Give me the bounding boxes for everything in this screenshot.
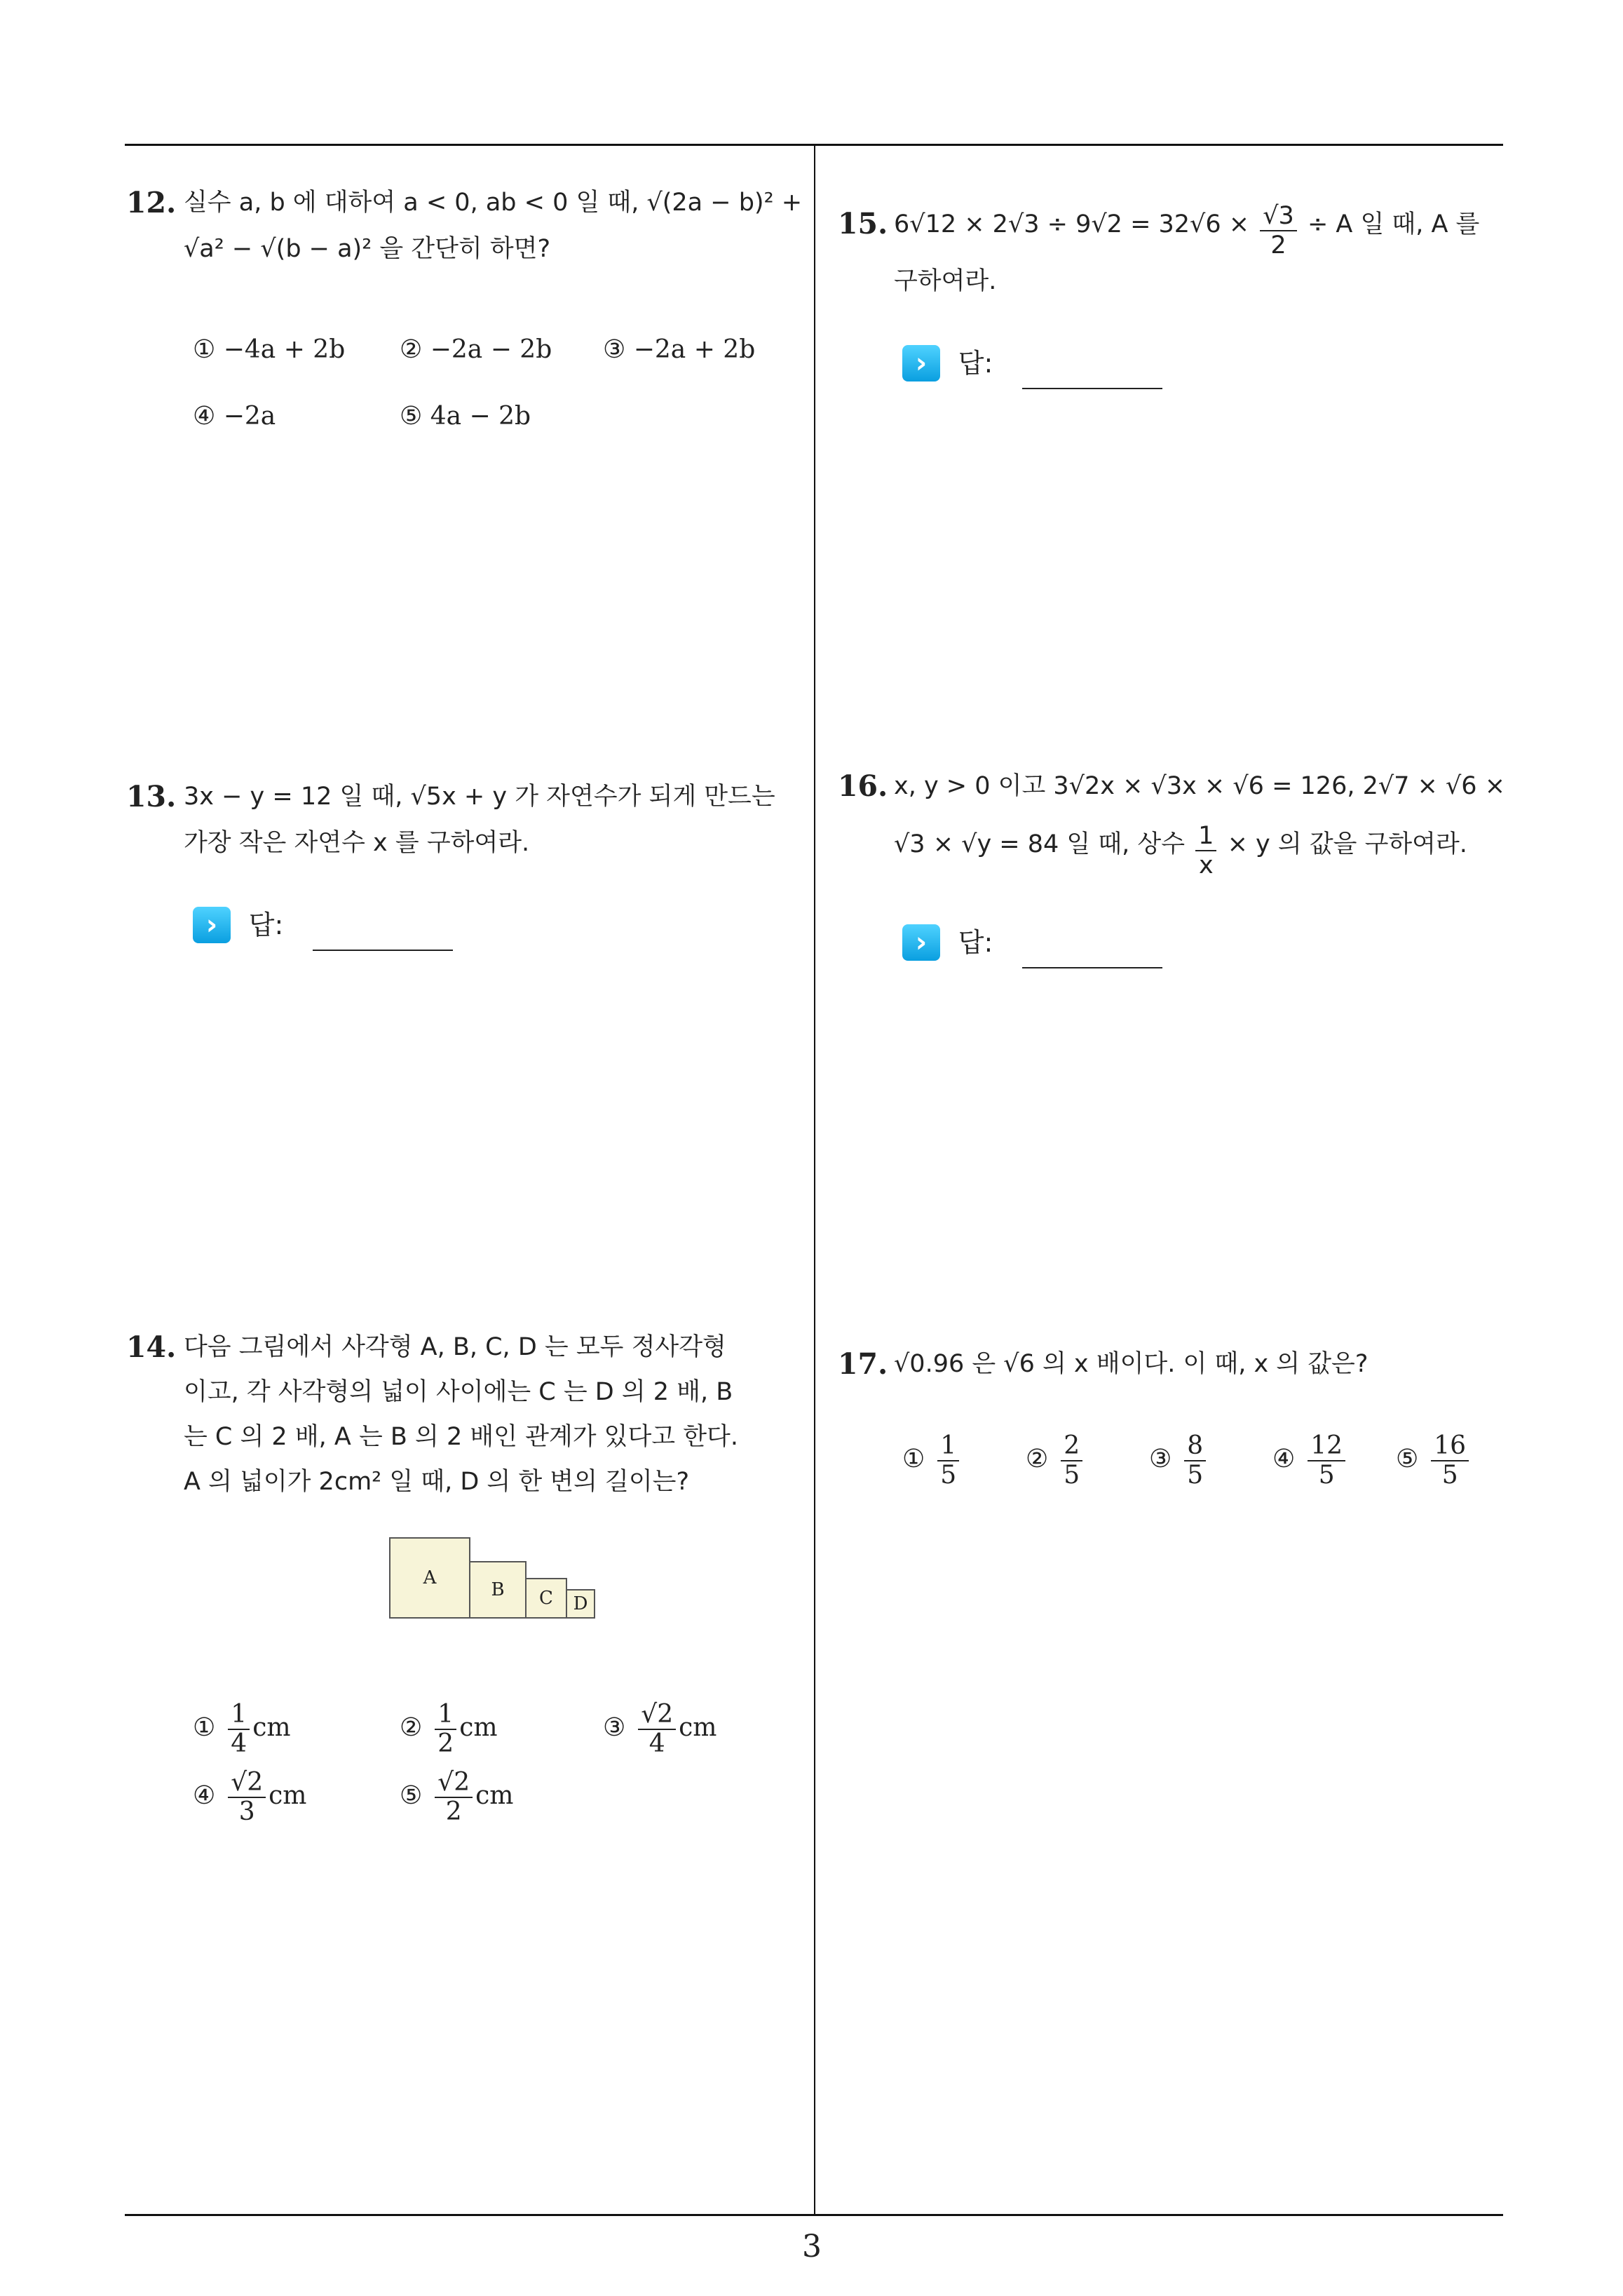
- column-divider: [814, 144, 815, 2216]
- choice-1[interactable]: ① $\frac{1}{5}$: [902, 1432, 962, 1490]
- square-c: C: [525, 1578, 567, 1619]
- question-number: 12.: [126, 186, 177, 220]
- chevron-right-icon: ›: [902, 345, 940, 381]
- choice-1[interactable]: ① −4a + 2b: [193, 335, 346, 364]
- choice-3[interactable]: ③ −2a + 2b: [603, 335, 756, 364]
- answer-field[interactable]: [902, 339, 1162, 389]
- question-text-line: 가장 작은 자연수 x 를 구하여라.: [184, 829, 530, 857]
- answer-blank[interactable]: [1022, 388, 1162, 389]
- question-13: [126, 775, 799, 985]
- squares-figure: [389, 1537, 599, 1621]
- choice-5[interactable]: ⑤ $\frac{16}{5}$: [1396, 1432, 1472, 1490]
- square-a: A: [389, 1537, 470, 1619]
- choice-2[interactable]: ② $\frac{1}{2}$ cm: [400, 1700, 498, 1758]
- choice-3[interactable]: ③ $\frac{8}{5}$: [1149, 1432, 1209, 1490]
- answer-blank[interactable]: [313, 950, 453, 951]
- question-text-line: x, y > 0 이고 3√2x × √3x × √6 = 126, 2√7 × √6 ×: [894, 772, 1506, 800]
- choice-1[interactable]: ① $\frac{1}{4}$ cm: [193, 1700, 291, 1758]
- chevron-right-icon: ›: [902, 924, 940, 961]
- question-text-line: 3x − y = 12 일 때, √5x + y 가 자연수가 되게 만드는: [184, 783, 775, 811]
- question-text-line: 는 C 의 2 배, A 는 B 의 2 배인 관계가 있다고 한다.: [184, 1423, 738, 1451]
- question-text-line: 실수 a, b 에 대하여 a < 0, ab < 0 일 때, √(2a − b)² +: [184, 189, 803, 217]
- choice-4[interactable]: ④ $\frac{12}{5}$: [1272, 1432, 1348, 1490]
- square-d: D: [566, 1589, 595, 1619]
- question-12: [126, 181, 803, 461]
- answer-label: 답:: [958, 347, 993, 379]
- choice-5[interactable]: ⑤ $\frac{√2}{2}$ cm: [400, 1768, 514, 1826]
- question-text-line: 이고, 각 사각형의 넓이 사이에는 C 는 D 의 2 배, B: [184, 1378, 733, 1406]
- page-number: 3: [802, 2229, 822, 2264]
- answer-field[interactable]: [902, 919, 1162, 968]
- question-number: 14.: [126, 1330, 177, 1364]
- choice-2[interactable]: ② −2a − 2b: [400, 335, 552, 364]
- question-text-line: √a² − √(b − a)² 을 간단히 하면?: [184, 235, 551, 263]
- question-number: 17.: [838, 1347, 888, 1381]
- question-text-line: √0.96 은 √6 의 x 배이다. 이 때, x 의 값은?: [894, 1350, 1369, 1378]
- question-number: 15.: [838, 207, 888, 241]
- choice-4[interactable]: ④ $\frac{√2}{3}$ cm: [193, 1768, 307, 1826]
- question-text-line: 다음 그림에서 사각형 A, B, C, D 는 모두 정사각형: [184, 1333, 726, 1361]
- question-14: [126, 1325, 799, 1872]
- square-b: B: [469, 1561, 527, 1619]
- question-number: 13.: [126, 780, 177, 813]
- answer-blank[interactable]: [1022, 967, 1162, 968]
- question-text-line: A 의 넓이가 2cm² 일 때, D 의 한 변의 길이는?: [184, 1468, 690, 1496]
- question-number: 16.: [838, 769, 888, 803]
- choice-3[interactable]: ③ $\frac{√2}{4}$ cm: [603, 1700, 717, 1758]
- question-16: [838, 764, 1511, 996]
- answer-label: 답:: [958, 926, 993, 958]
- question-15: [838, 181, 1511, 412]
- answer-field[interactable]: [193, 901, 453, 951]
- chevron-right-icon: ›: [193, 907, 231, 943]
- choice-2[interactable]: ② $\frac{2}{5}$: [1026, 1432, 1085, 1490]
- choice-4[interactable]: ④ −2a: [193, 402, 276, 431]
- question-text-line: 구하여라.: [894, 267, 997, 295]
- question-text-line: 6√12 × 2√3 ÷ 9√2 = 32√6 × $\frac{√3}{2}$ ÷ A 일 때, A 를: [894, 202, 1480, 259]
- question-17: [838, 1342, 1511, 1525]
- choice-5[interactable]: ⑤ 4a − 2b: [400, 402, 531, 431]
- question-text-line: √3 × √y = 84 일 때, 상수 $\frac{1}{x}$ × y 의 값을 구하여라.: [894, 822, 1467, 879]
- answer-label: 답:: [248, 909, 284, 940]
